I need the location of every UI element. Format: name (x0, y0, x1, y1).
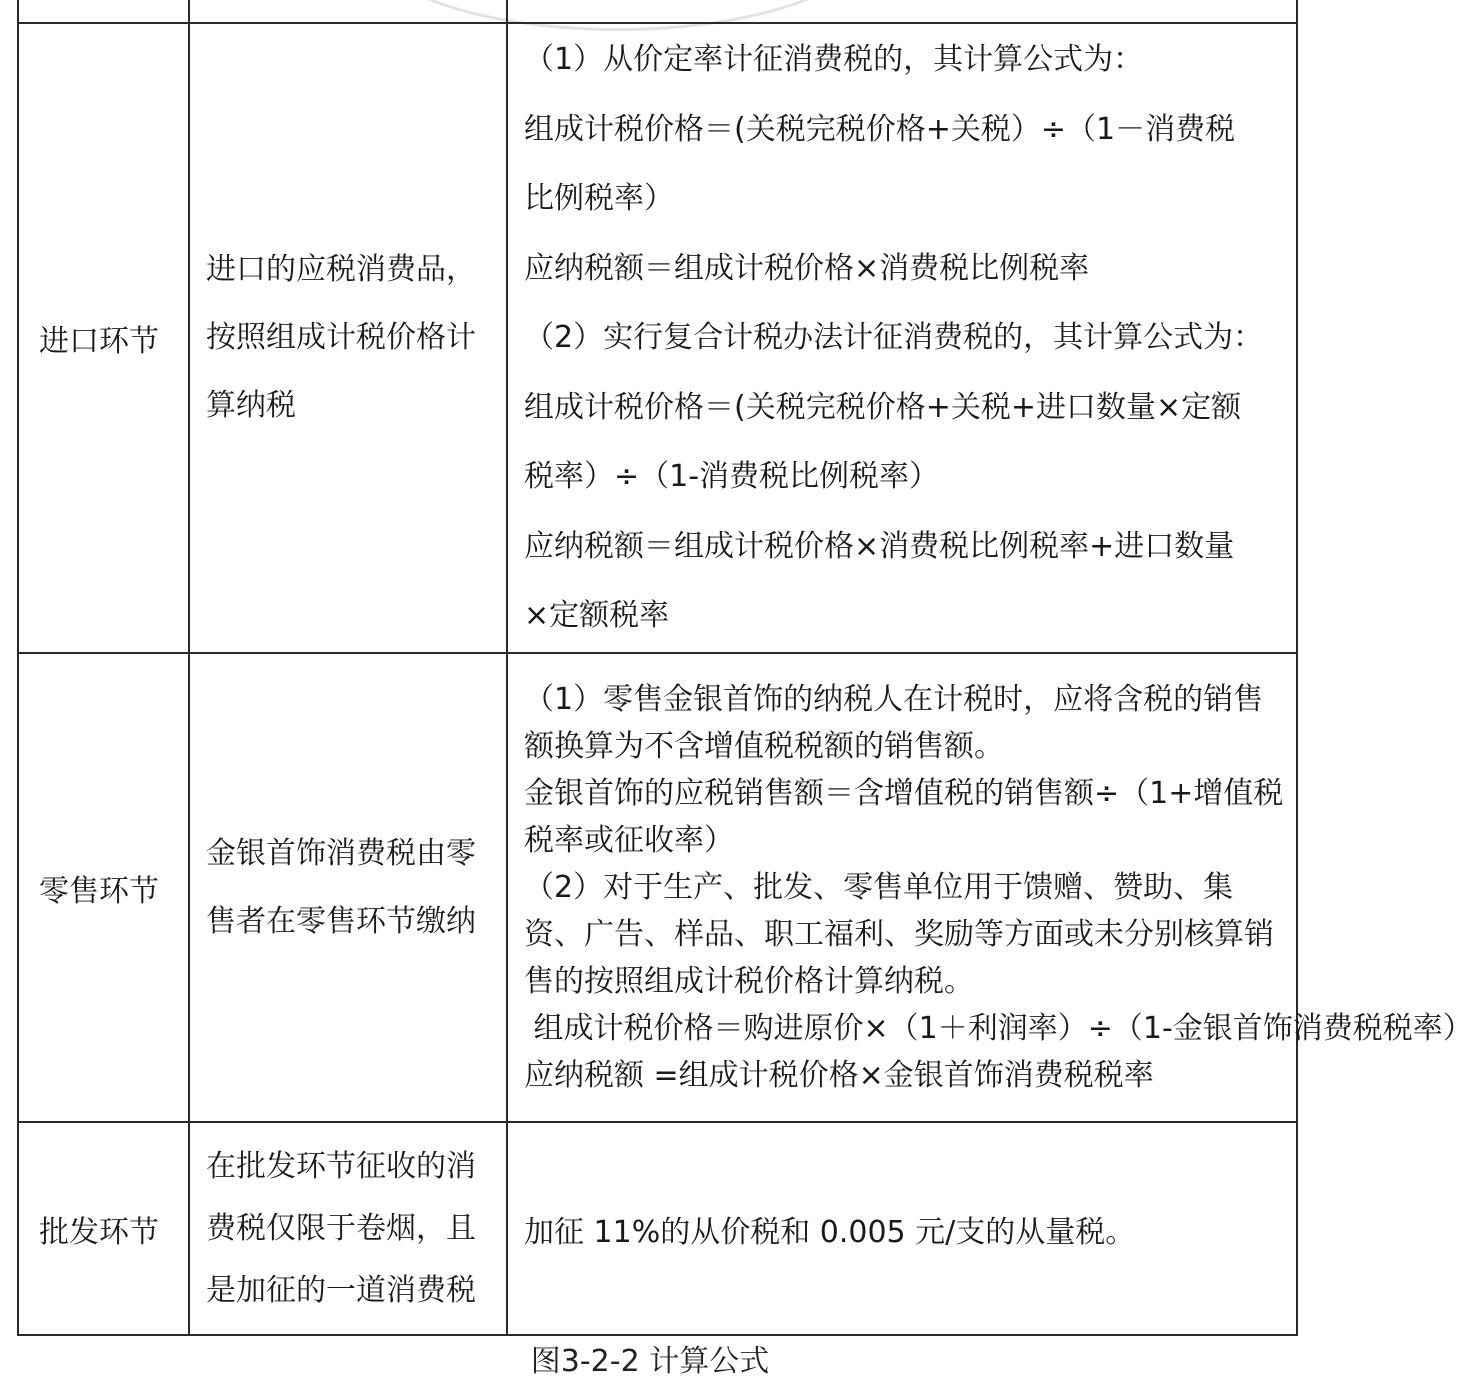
cell-top-3 (507, 0, 1297, 23)
desc-retail: 金银首饰消费税由零售者在零售环节缴纳 (189, 653, 507, 1122)
desc-import: 进口的应税消费品，按照组成计税价格计算纳税 (189, 23, 507, 653)
formula-line: （2）对于生产、批发、零售单位用于馈赠、赞助、集资、广告、样品、职工福利、奖励等方面或未分别核算销售的按照组成计税价格计算纳税。 (524, 870, 1274, 999)
formula-import (507, 23, 1297, 653)
formula-line: 比例税率） (524, 181, 674, 217)
tax-formula-table (17, 0, 1473, 1336)
stage-retail: 零售环节 (18, 653, 189, 1122)
formula-line: 组成计税价格＝(关税完税价格+关税+进口数量×定额 (524, 389, 1242, 425)
table-row-retail (18, 653, 1297, 1122)
figure-caption: 图3-2-2 计算公式 (530, 1344, 770, 1379)
formula-line: （1）零售金银首饰的纳税人在计税时，应将含税的销售额换算为不含增值税税额的销售额。 (524, 682, 1264, 764)
stage-wholesale: 批发环节 (18, 1122, 189, 1335)
formula-line: 金银首饰的应税销售额＝含增值税的销售额÷（1+增值税税率或征收率） (524, 776, 1284, 858)
formula-line: 组成计税价格＝(关税完税价格+关税）÷（1－消费税 (524, 111, 1236, 147)
formula-line: 应纳税额＝组成计税价格×消费税比例税率+进口数量 (524, 528, 1235, 564)
formula-line: 税率）÷（1-消费税比例税率） (524, 459, 940, 495)
formula-wholesale (507, 1122, 1297, 1335)
formula-line: 加征 11%的从价税和 0.005 元/支的从量税。 (524, 1214, 1136, 1250)
stage-import: 进口环节 (18, 23, 189, 653)
table-row-wholesale (18, 1122, 1297, 1335)
cell-top-2 (189, 0, 507, 23)
formula-line: 组成计税价格＝购进原价×（1＋利润率）÷（1-金银首饰消费税税率） (524, 1011, 1473, 1046)
formula-line: （2）实行复合计税办法计征消费税的，其计算公式为： (524, 320, 1264, 356)
formula-line: （1）从价定率计征消费税的，其计算公式为： (524, 42, 1144, 78)
table-row-import (18, 23, 1297, 653)
table-row-top-partial (18, 0, 1297, 23)
cell-top-1 (18, 0, 189, 23)
formula-line: ×定额税率 (524, 598, 670, 634)
desc-wholesale: 在批发环节征收的消费税仅限于卷烟，且是加征的一道消费税 (189, 1122, 507, 1335)
formula-retail (507, 653, 1473, 1122)
formula-line: 应纳税额＝组成计税价格×消费税比例税率 (524, 250, 1090, 286)
formula-line: 应纳税额 =组成计税价格×金银首饰消费税税率 (524, 1058, 1154, 1093)
